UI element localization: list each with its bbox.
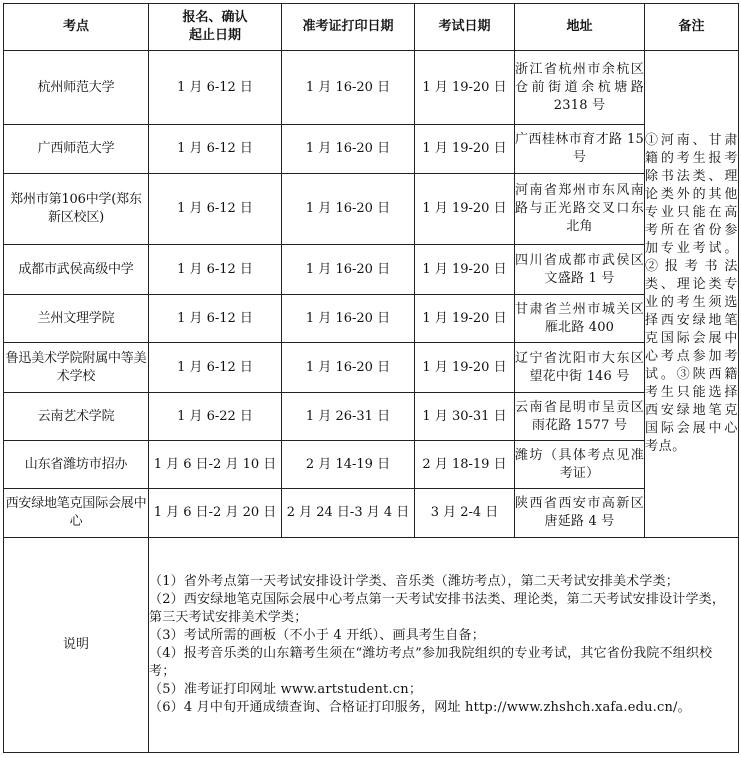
exam-date-cell: 1 月 19-20 日 [415,51,515,125]
print-date-cell: 1 月 16-20 日 [282,51,415,125]
site-cell: 西安绿地笔克国际会展中心 [4,489,149,538]
address-cell: 云南省昆明市呈贡区雨花路 1577 号 [515,393,645,441]
registration-cell: 1 月 6-12 日 [149,343,282,393]
registration-cell: 1 月 6-12 日 [149,295,282,343]
site-cell: 成都市武侯高级中学 [4,245,149,295]
header-print-date: 准考证打印日期 [282,4,415,51]
header-exam-date: 考试日期 [415,4,515,51]
header-address: 地址 [515,4,645,51]
table-row [4,393,739,441]
address-cell: 甘肃省兰州市城关区雁北路 400 [515,295,645,343]
explanation-item: （3）考试所需的画板（不小于 4 开纸）、画具考生自备； [149,628,485,643]
explanation-item-score-url: （6）4 月中旬开通成绩查询、合格证打印服务，网址 http://www.zhshch.xafa.edu.cn/。 [149,700,691,715]
notes-cell: ①河南、甘肃籍的考生报考除书法类、理论类外的其他专业只能在高考所在省份参加专业考试。②报考书法类、理论类专业的考生须选择西安绿地笔克国际会展中心考点参加考试。③陕西籍考生只能选择西安绿地笔克国际会展中心考点。 [645,51,739,538]
explanation-item-ticket-url: （5）准考证打印网址 www.artstudent.cn； [149,682,423,697]
print-date-cell: 1 月 16-20 日 [282,125,415,174]
registration-cell: 1 月 6 日-2 月 10 日 [149,441,282,489]
site-cell: 郑州市第106中学(郑东新区校区) [4,174,149,245]
registration-cell: 1 月 6-12 日 [149,245,282,295]
explanation-content [149,538,739,753]
exam-schedule-table [3,3,739,753]
print-date-cell: 1 月 16-20 日 [282,343,415,393]
exam-date-cell: 2 月 18-19 日 [415,441,515,489]
address-cell: 广西桂林市育才路 15 号 [515,125,645,174]
header-row [4,4,739,51]
registration-cell: 1 月 6 日-2 月 20 日 [149,489,282,538]
exam-date-cell: 1 月 19-20 日 [415,125,515,174]
registration-cell: 1 月 6-22 日 [149,393,282,441]
print-date-cell: 1 月 26-31 日 [282,393,415,441]
site-cell: 兰州文理学院 [4,295,149,343]
table-row [4,51,739,125]
exam-date-cell: 1 月 19-20 日 [415,174,515,245]
explanation-label: 说明 [4,538,149,753]
address-cell: 河南省郑州市东风南路与正光路交叉口东北角 [515,174,645,245]
print-date-cell: 1 月 16-20 日 [282,245,415,295]
site-cell: 杭州师范大学 [4,51,149,125]
exam-date-cell: 1 月 19-20 日 [415,295,515,343]
table-row [4,125,739,174]
site-cell: 山东省潍坊市招办 [4,441,149,489]
address-cell: 辽宁省沈阳市大东区望花中街 146 号 [515,343,645,393]
explanation-row [4,538,739,753]
header-registration: 报名、确认 起止日期 [149,4,282,51]
site-cell: 广西师范大学 [4,125,149,174]
exam-date-cell: 1 月 30-31 日 [415,393,515,441]
site-cell: 云南艺术学院 [4,393,149,441]
print-date-cell: 1 月 16-20 日 [282,174,415,245]
registration-cell: 1 月 6-12 日 [149,51,282,125]
table-row [4,343,739,393]
exam-date-cell: 1 月 19-20 日 [415,245,515,295]
print-date-cell: 1 月 16-20 日 [282,295,415,343]
address-cell: 浙江省杭州市余杭区仓前街道余杭塘路 2318 号 [515,51,645,125]
exam-date-cell: 1 月 19-20 日 [415,343,515,393]
explanation-item: （1）省外考点第一天考试安排设计学类、音乐类（潍坊考点），第二天考试安排美术学类； [149,574,679,589]
table-row [4,174,739,245]
header-site: 考点 [4,4,149,51]
site-cell: 鲁迅美术学院附属中等美术学校 [4,343,149,393]
explanation-item: （2）西安绿地笔克国际会展中心考点第一天考试安排书法类、理论类，第二天考试安排设计学类，第三天考试安排美术学类； [149,592,726,625]
explanation-item: （4）报考音乐类的山东籍考生须在“潍坊考点”参加我院组织的专业考试，其它省份我院不组织校考； [149,646,713,679]
table-row [4,295,739,343]
header-notes: 备注 [645,4,739,51]
address-cell: 潍坊（具体考点见准考证） [515,441,645,489]
print-date-cell: 2 月 24 日-3 月 4 日 [282,489,415,538]
print-date-cell: 2 月 14-19 日 [282,441,415,489]
exam-date-cell: 3 月 2-4 日 [415,489,515,538]
registration-cell: 1 月 6-12 日 [149,125,282,174]
address-cell: 陕西省西安市高新区唐延路 4 号 [515,489,645,538]
registration-cell: 1 月 6-12 日 [149,174,282,245]
table-row [4,245,739,295]
address-cell: 四川省成都市武侯区文盛路 1 号 [515,245,645,295]
table-row [4,489,739,538]
table-row [4,441,739,489]
